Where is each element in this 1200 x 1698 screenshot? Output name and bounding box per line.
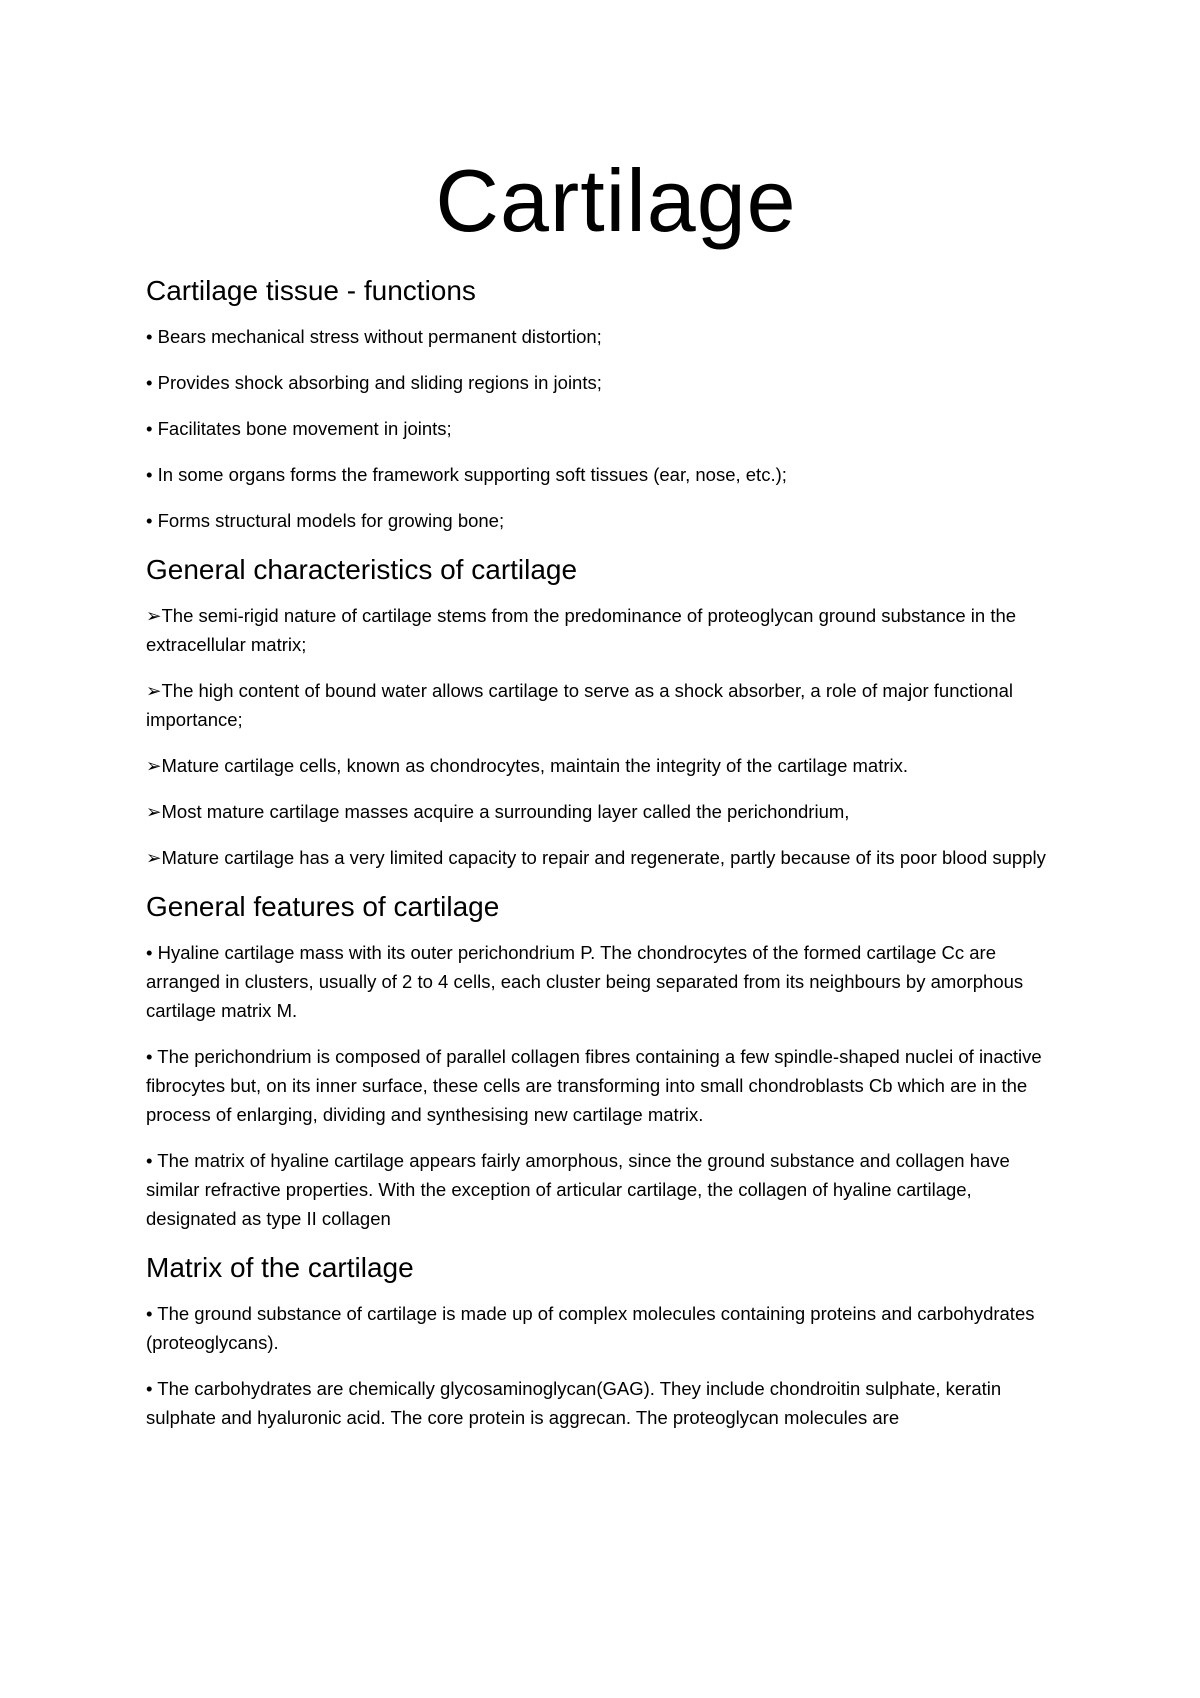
section-heading-matrix: Matrix of the cartilage: [146, 1252, 414, 1284]
list-item: • Hyaline cartilage mass with its outer perichondrium P. The chondrocytes of the formed cartilage Cc are arranged in clusters, usually of 2 to 4 cells, each cluster being separated from its neighbours by amorphous cartilage matrix M.: [146, 942, 1024, 1022]
document-page: [146, 150, 1066, 1449]
list-item: ➢Mature cartilage cells, known as chondrocytes, maintain the integrity of the cartilage matrix.: [146, 755, 909, 777]
section-heading-functions: Cartilage tissue - functions: [146, 275, 476, 307]
list-item: • Bears mechanical stress without permanent distortion;: [146, 326, 602, 348]
document-title: Cartilage: [435, 151, 797, 250]
list-item: • The ground substance of cartilage is made up of complex molecules containing proteins and carbohydrates (proteoglycans).: [146, 1303, 1035, 1354]
section-heading-general-features: General features of cartilage: [146, 891, 500, 923]
list-item: • Forms structural models for growing bone;: [146, 510, 505, 532]
section-heading-general-characteristics: General characteristics of cartilage: [146, 554, 578, 586]
list-item: • In some organs forms the framework supporting soft tissues (ear, nose, etc.);: [146, 464, 787, 486]
list-item: ➢Mature cartilage has a very limited capacity to repair and regenerate, partly because of its poor blood supply: [146, 847, 1046, 869]
list-item: • Provides shock absorbing and sliding regions in joints;: [146, 372, 602, 394]
list-item: ➢The high content of bound water allows cartilage to serve as a shock absorber, a role of major functional importance;: [146, 680, 1013, 731]
list-item: • The perichondrium is composed of parallel collagen fibres containing a few spindle-shaped nuclei of inactive fibrocytes but, on its inner surface, these cells are transforming into small chondroblasts Cb which are in the process of enlarging, dividing and synthesising new cartilage matrix.: [146, 1046, 1042, 1126]
list-item: • The carbohydrates are chemically glycosaminoglycan(GAG). They include chondroitin sulphate, keratin sulphate and hyaluronic acid. The core protein is aggrecan. The proteoglycan molecules are: [146, 1378, 1002, 1429]
list-item: • Facilitates bone movement in joints;: [146, 418, 452, 440]
list-item: • The matrix of hyaline cartilage appears fairly amorphous, since the ground substance and collagen have similar refractive properties. With the exception of articular cartilage, the collagen of hyaline cartilage, designated as type II collagen: [146, 1150, 1010, 1230]
list-item: ➢Most mature cartilage masses acquire a surrounding layer called the perichondrium,: [146, 801, 850, 823]
list-item: ➢The semi-rigid nature of cartilage stems from the predominance of proteoglycan ground substance in the extracellular matrix;: [146, 605, 1017, 656]
